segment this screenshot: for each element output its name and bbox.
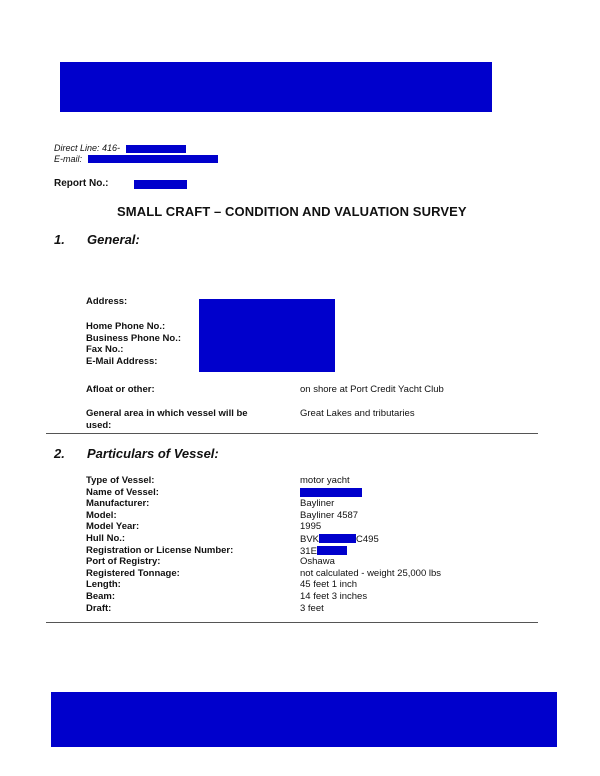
port-of-registry-label: Port of Registry: (86, 556, 161, 568)
registered-tonnage-label: Registered Tonnage: (86, 567, 180, 579)
direct-line-redaction (126, 145, 186, 153)
registration-prefix: 31E (300, 545, 317, 557)
report-no-label: Report No.: (54, 178, 109, 189)
address-contact-redaction (199, 299, 335, 372)
hull-redaction (319, 534, 356, 543)
model-year-value: 1995 (300, 521, 322, 533)
draft-value: 3 feet (300, 602, 324, 614)
report-no-redaction (134, 180, 187, 189)
length-label: Length: (86, 579, 121, 591)
registration-value (300, 545, 441, 557)
footer-redaction (51, 692, 557, 747)
section-2-number: 2. (54, 446, 65, 461)
registration-label: Registration or License Number: (86, 544, 234, 556)
email-label: E-mail: (54, 154, 83, 164)
type-of-vessel-value: motor yacht (300, 475, 350, 486)
area-label-line2: used: (86, 419, 112, 431)
area-label (86, 408, 286, 431)
business-phone-label: Business Phone No.: (86, 332, 182, 344)
area-label-line1: General area in which vessel will be (86, 408, 248, 419)
beam-value: 14 feet 3 inches (300, 590, 368, 602)
section-2-divider (46, 622, 538, 623)
section-1-title: General: (87, 232, 140, 247)
section-1-divider (46, 433, 538, 434)
area-value: Great Lakes and tributaries (300, 408, 415, 419)
manufacturer-label: Manufacturer: (86, 498, 150, 510)
beam-label: Beam: (86, 590, 116, 602)
letterhead-redaction (60, 62, 492, 112)
port-of-registry-value: Oshawa (300, 556, 335, 568)
direct-line-label: Direct Line: 416- (54, 143, 121, 153)
address-label: Address: (86, 296, 128, 307)
email-redaction (88, 155, 218, 163)
registration-redaction (317, 546, 347, 555)
name-of-vessel-value (300, 487, 441, 499)
fax-label: Fax No.: (86, 344, 124, 356)
afloat-label: Afloat or other: (86, 384, 155, 395)
email-address-label: E-Mail Address: (86, 355, 158, 367)
particulars-labels (86, 475, 233, 614)
hull-suffix: C495 (356, 533, 379, 545)
model-value: Bayliner 4587 (300, 509, 359, 521)
particulars-values (300, 475, 441, 614)
length-value: 45 feet 1 inch (300, 579, 358, 591)
section-1-number: 1. (54, 232, 65, 247)
type-of-vessel-label: Type of Vessel: (86, 475, 155, 486)
manufacturer-value: Bayliner (300, 498, 335, 510)
document-title: SMALL CRAFT – CONDITION AND VALUATION SURVEY (117, 204, 467, 219)
contact-labels (86, 321, 181, 367)
hull-no-value (300, 533, 441, 545)
hull-prefix: BVK (300, 533, 320, 545)
model-label: Model: (86, 509, 117, 521)
afloat-value: on shore at Port Credit Yacht Club (300, 384, 444, 395)
name-of-vessel-label: Name of Vessel: (86, 486, 159, 498)
hull-no-label: Hull No.: (86, 532, 126, 544)
model-year-label: Model Year: (86, 521, 140, 533)
registered-tonnage-value: not calculated - weight 25,000 lbs (300, 567, 442, 579)
section-2-title: Particulars of Vessel: (87, 446, 219, 461)
draft-label: Draft: (86, 602, 112, 614)
vessel-name-redaction (300, 488, 362, 497)
home-phone-label: Home Phone No.: (86, 321, 166, 332)
